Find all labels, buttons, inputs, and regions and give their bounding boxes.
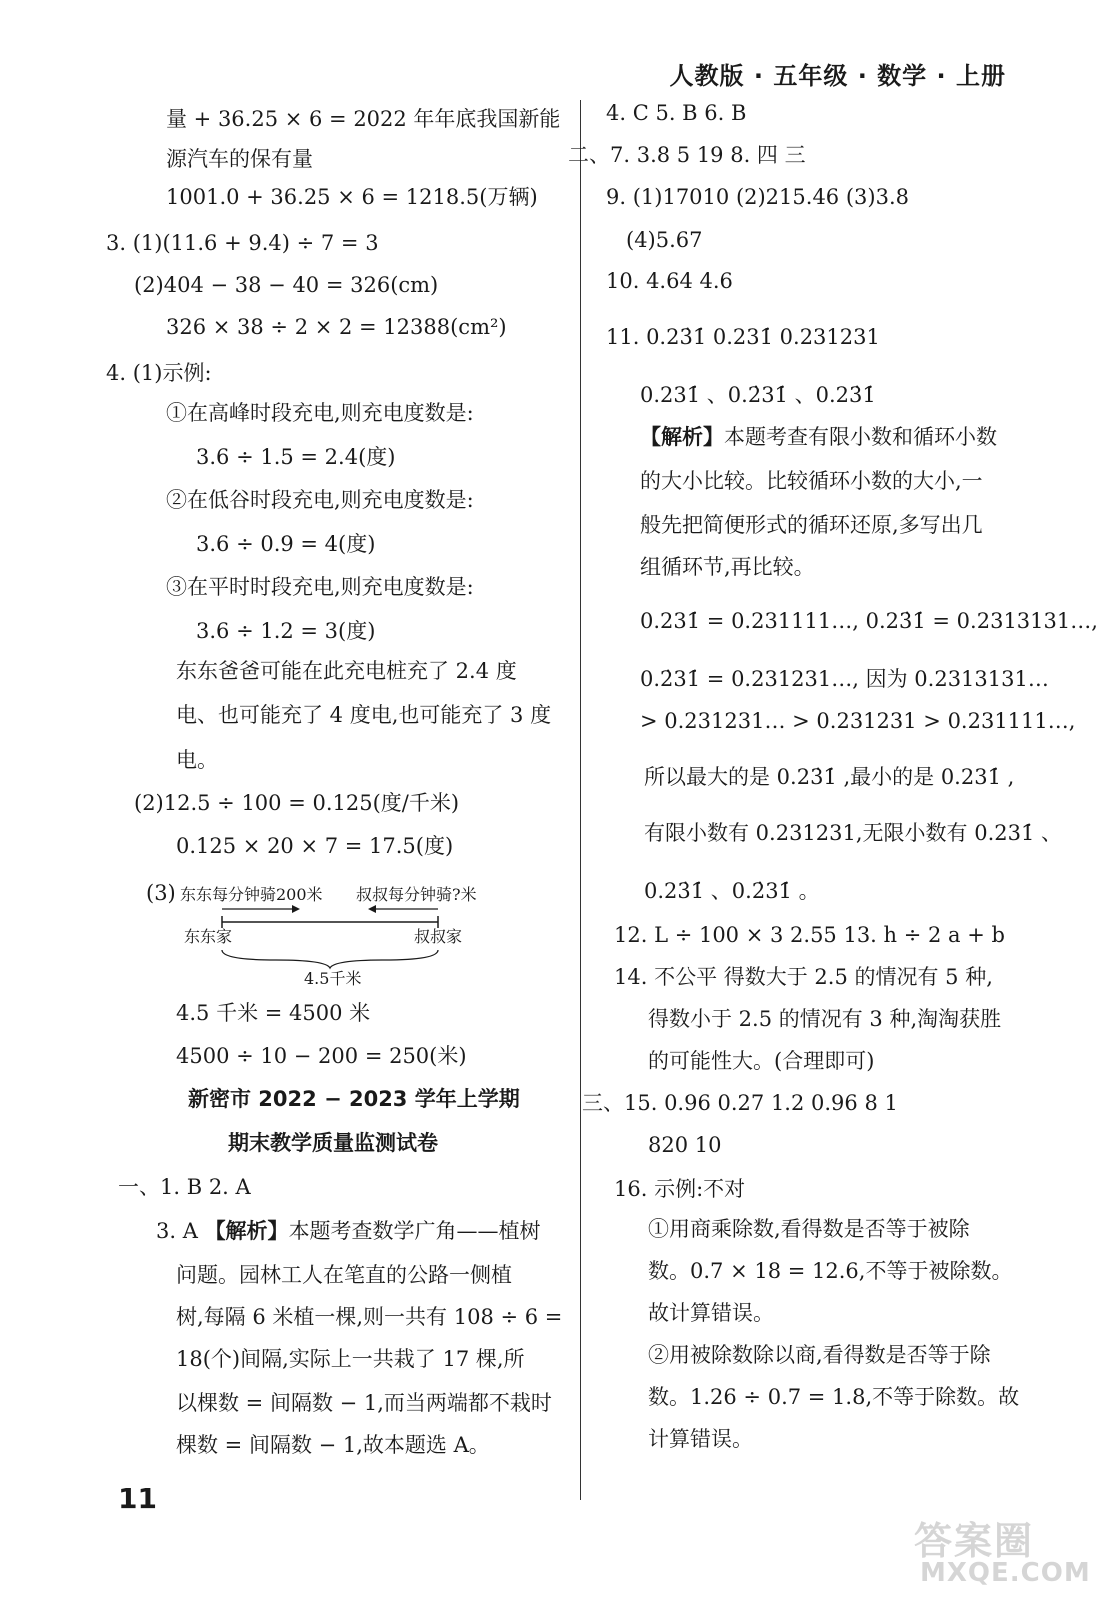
text-line: 4.5 千米 = 4500 米 [176,1001,371,1025]
text-line: 量 + 36.25 × 6 = 2022 年年底我国新能 [166,107,561,131]
text-line: 故计算错误。 [648,1301,774,1325]
text-line: (4)5.67 [626,228,703,252]
text-line: 12. L ÷ 100 × 3 2.55 13. h ÷ 2 a + b [614,923,1005,947]
text-line [640,422,997,452]
text-line: 的可能性大。(合理即可) [648,1049,875,1073]
text-line: 有限小数有 0.231231,无限小数有 0.231̇ 、 [644,821,1063,845]
section-heading: 期末教学质量监测试卷 [228,1131,438,1155]
text-line: 棵数 = 间隔数 − 1,故本题选 A。 [176,1433,490,1457]
watermark-url: MXQE.COM [920,1558,1091,1588]
text-line: 东东爸爸可能在此充电桩充了 2.4 度 [176,659,517,683]
text-line: 数。0.7 × 18 = 12.6,不等于被除数。 [648,1259,1013,1283]
text-line: 820 10 [648,1133,722,1157]
diagram-label-dongdong-speed: 东东每分钟骑200米 [180,885,323,904]
watermark-text: 答案圈 [914,1519,1035,1563]
section-heading: 新密市 2022 − 2023 学年上学期 [188,1087,520,1111]
diagram-label-dongdong-home: 东东家 [184,927,233,946]
text-line: 电。 [176,748,218,772]
text-line: 组循环节,再比较。 [640,555,815,579]
question-number: (3) [146,881,176,905]
text-line: 三、15. 0.96 0.27 1.2 0.96 8 1 [582,1091,898,1115]
diagram-label-distance: 4.5千米 [304,969,362,988]
text-line: 4. (1)示例: [106,361,212,385]
text-line: 0.2̇31̇ = 0.231231…, 因为 0.2313131… [640,667,1049,691]
text-line: 3. (1)(11.6 + 9.4) ÷ 7 = 3 [106,231,379,255]
watermark-logo [914,1510,1090,1592]
text-line: 3.6 ÷ 0.9 = 4(度) [196,532,376,556]
page-number: 11 [118,1482,157,1515]
text-line: ②用被除数除以商,看得数是否等于除 [648,1343,991,1367]
text-line: 计算错误。 [648,1427,753,1451]
text-line: ①用商乘除数,看得数是否等于被除 [648,1217,970,1241]
text-line: 源汽车的保有量 [166,147,313,171]
text-line: 9. (1)17010 (2)215.46 (3)3.8 [606,185,909,209]
text-line: 4. C 5. B 6. B [606,101,747,125]
text-line: (2)404 − 38 − 40 = 326(cm) [134,273,439,297]
text-line: 问题。园林工人在笔直的公路一侧植 [176,1263,512,1287]
text-line: 16. 示例:不对 [614,1177,746,1201]
text-line: ①在高峰时段充电,则充电度数是: [166,401,474,425]
text-line: 以棵数 = 间隔数 − 1,而当两端都不栽时 [176,1391,552,1415]
text-line: 二、7. 3.8 5 19 8. 四 三 [568,143,806,167]
text-line: 18(个)间隔,实际上一共栽了 17 棵,所 [176,1347,525,1371]
diagram-label-uncle-speed: 叔叔每分钟骑?米 [356,885,477,904]
text-line: 4500 ÷ 10 − 200 = 250(米) [176,1044,467,1068]
text-line: 326 × 38 ÷ 2 × 2 = 12388(cm²) [166,315,507,339]
arrow-head-left [368,905,376,913]
text-line: 得数小于 2.5 的情况有 3 种,淘淘获胜 [648,1007,1002,1031]
text-line: 10. 4.64 4.6 [606,269,733,293]
text-line: ②在低谷时段充电,则充电度数是: [166,488,474,512]
text-line: 般先把简便形式的循环还原,多写出几 [640,513,983,537]
analysis-text: 本题考查数学广角——植树 [288,1219,541,1243]
text-line: 数。1.26 ÷ 0.7 = 1.8,不等于除数。故 [648,1385,1020,1409]
text-line: 树,每隔 6 米植一棵,则一共有 108 ÷ 6 = [176,1305,563,1329]
analysis-tag: 【解析】 [640,425,724,449]
text-line: (2)12.5 ÷ 100 = 0.125(度/千米) [134,791,460,815]
text-line: 0.125 × 20 × 7 = 17.5(度) [176,834,454,858]
text-line: 3.6 ÷ 1.2 = 3(度) [196,619,376,643]
text-line: 11. 0.23̇1̇ 0.231̇ 0.231231 [606,325,880,349]
page-header: 人教版 · 五年级 · 数学 · 上册 [669,62,1006,90]
text-line: 0.231̇ 、0.2̇31̇ 、0.23̇1̇ [640,383,876,407]
text-line: ③在平时时段充电,则充电度数是: [166,575,474,599]
text-line: 0.23̇1̇ 、0.2̇31̇ 。 [644,879,820,903]
analysis-text: 本题考查有限小数和循环小数 [724,425,997,449]
text-line: 1001.0 + 36.25 × 6 = 1218.5(万辆) [166,185,538,209]
line-segment-diagram [176,876,536,986]
text-line [156,1216,541,1246]
arrow-head-right [292,905,300,913]
text-line: 电、也可能充了 4 度电,也可能充了 3 度 [176,703,552,727]
text-line: 3.6 ÷ 1.5 = 2.4(度) [196,445,396,469]
text-line: 一、1. B 2. A [118,1175,251,1199]
diagram-label-uncle-home: 叔叔家 [414,927,463,946]
text-line: 的大小比较。比较循环小数的大小,一 [640,469,983,493]
column-divider [580,100,581,1500]
text-line: 14. 不公平 得数大于 2.5 的情况有 5 种, [614,965,993,989]
analysis-tag: 【解析】 [204,1219,289,1243]
text-line: 所以最大的是 0.23̇1̇ ,最小的是 0.231̇ , [644,765,1015,789]
text-line: 0.231̇ = 0.231111…, 0.23̇1̇ = 0.2313131…, [640,609,1098,633]
answer-number: 3. A [156,1219,205,1243]
text-line: > 0.231231… > 0.231231 > 0.231111…, [640,709,1076,733]
